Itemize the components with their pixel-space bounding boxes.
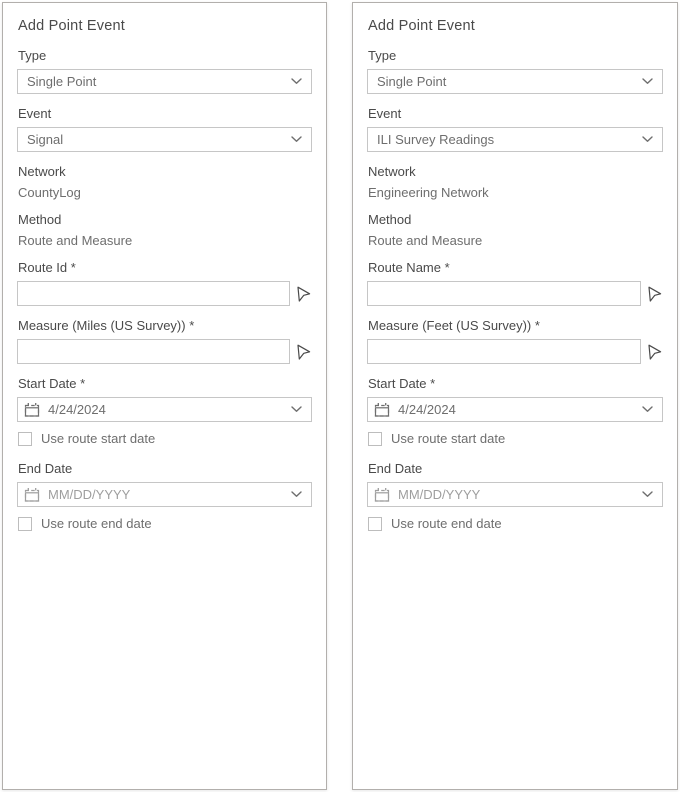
event-select-value: ILI Survey Readings bbox=[377, 132, 495, 147]
start-date-value: 4/24/2024 bbox=[48, 402, 106, 417]
use-route-end-date-label: Use route end date bbox=[41, 516, 152, 531]
route-id-label: Route Id * bbox=[18, 260, 76, 275]
network-label: Network bbox=[368, 164, 416, 179]
start-date-label: Start Date * bbox=[368, 376, 436, 391]
use-route-start-date-row bbox=[18, 431, 312, 446]
type-select[interactable] bbox=[17, 69, 312, 94]
chevron-down-icon bbox=[291, 491, 302, 498]
type-label: Type bbox=[368, 48, 397, 63]
use-route-start-date-checkbox[interactable] bbox=[18, 432, 32, 446]
method-value: Route and Measure bbox=[18, 233, 133, 248]
calendar-icon bbox=[374, 487, 390, 503]
chevron-down-icon bbox=[642, 406, 653, 413]
network-value: CountyLog bbox=[18, 185, 81, 200]
add-point-event-pane-left bbox=[2, 2, 327, 790]
end-date-label: End Date bbox=[368, 461, 423, 476]
use-route-end-date-row bbox=[368, 516, 663, 531]
start-date-picker[interactable] bbox=[367, 397, 663, 422]
chevron-down-icon bbox=[291, 406, 302, 413]
pick-from-map-arrow-icon[interactable] bbox=[646, 285, 663, 303]
event-select-value: Signal bbox=[27, 132, 64, 147]
chevron-down-icon bbox=[291, 78, 302, 85]
measure-input[interactable] bbox=[17, 339, 290, 364]
method-value: Route and Measure bbox=[368, 233, 483, 248]
calendar-icon bbox=[374, 402, 390, 418]
measure-input[interactable] bbox=[367, 339, 641, 364]
network-label: Network bbox=[18, 164, 66, 179]
method-label: Method bbox=[368, 212, 412, 227]
measure-label: Measure (Miles (US Survey)) * bbox=[18, 318, 195, 333]
type-select-value: Single Point bbox=[27, 74, 97, 89]
measure-label: Measure (Feet (US Survey)) * bbox=[368, 318, 540, 333]
type-select-value: Single Point bbox=[377, 74, 447, 89]
use-route-start-date-row bbox=[368, 431, 663, 446]
pick-from-map-arrow-icon[interactable] bbox=[646, 343, 663, 361]
end-date-picker[interactable] bbox=[367, 482, 663, 507]
chevron-down-icon bbox=[642, 78, 653, 85]
route-id-input[interactable] bbox=[17, 281, 290, 306]
use-route-end-date-label: Use route end date bbox=[391, 516, 502, 531]
start-date-picker[interactable] bbox=[17, 397, 312, 422]
use-route-start-date-checkbox[interactable] bbox=[368, 432, 382, 446]
use-route-end-date-row bbox=[18, 516, 312, 531]
use-route-start-date-label: Use route start date bbox=[41, 431, 156, 446]
event-label: Event bbox=[18, 106, 52, 121]
start-date-value: 4/24/2024 bbox=[398, 402, 456, 417]
end-date-placeholder: MM/DD/YYYY bbox=[48, 487, 131, 502]
pick-from-map-arrow-icon[interactable] bbox=[295, 343, 312, 361]
page-title: Add Point Event bbox=[368, 18, 475, 34]
end-date-placeholder: MM/DD/YYYY bbox=[398, 487, 481, 502]
route-name-label: Route Name * bbox=[368, 260, 450, 275]
use-route-end-date-checkbox[interactable] bbox=[368, 517, 382, 531]
calendar-icon bbox=[24, 402, 40, 418]
chevron-down-icon bbox=[642, 491, 653, 498]
event-select[interactable] bbox=[17, 127, 312, 152]
use-route-end-date-checkbox[interactable] bbox=[18, 517, 32, 531]
event-select[interactable] bbox=[367, 127, 663, 152]
chevron-down-icon bbox=[291, 136, 302, 143]
page-title: Add Point Event bbox=[18, 18, 125, 34]
end-date-label: End Date bbox=[18, 461, 73, 476]
type-label: Type bbox=[18, 48, 47, 63]
pick-from-map-arrow-icon[interactable] bbox=[295, 285, 312, 303]
route-name-input[interactable] bbox=[367, 281, 641, 306]
type-select[interactable] bbox=[367, 69, 663, 94]
event-label: Event bbox=[368, 106, 402, 121]
start-date-label: Start Date * bbox=[18, 376, 86, 391]
method-label: Method bbox=[18, 212, 62, 227]
end-date-picker[interactable] bbox=[17, 482, 312, 507]
use-route-start-date-label: Use route start date bbox=[391, 431, 506, 446]
chevron-down-icon bbox=[642, 136, 653, 143]
network-value: Engineering Network bbox=[368, 185, 489, 200]
add-point-event-pane-right bbox=[352, 2, 678, 790]
calendar-icon bbox=[24, 487, 40, 503]
